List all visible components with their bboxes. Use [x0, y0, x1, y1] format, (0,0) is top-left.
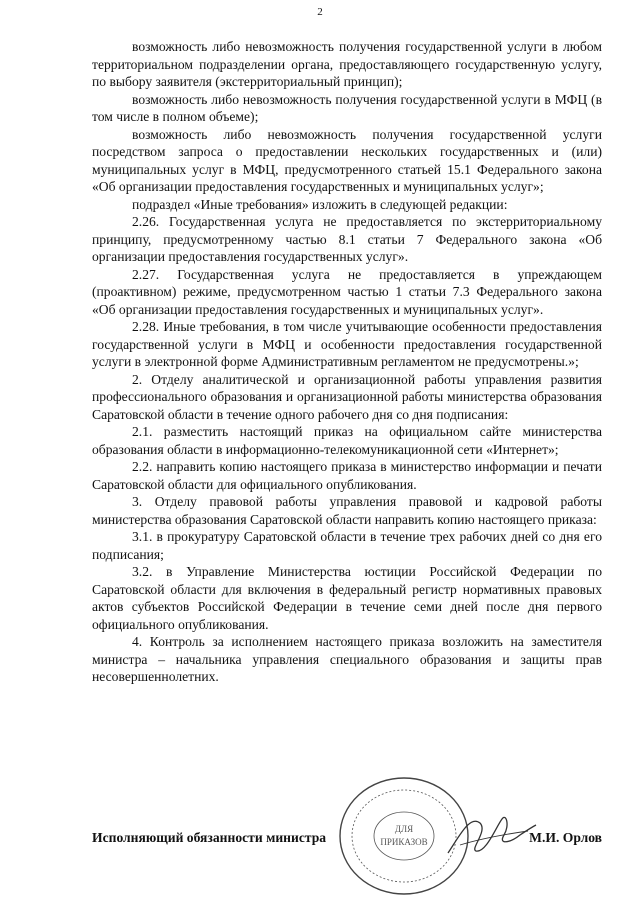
paragraph: 3.1. в прокуратуру Саратовской области в течение трех рабочих дней со дня его подписания;	[92, 529, 602, 562]
page-number: 2	[317, 6, 323, 18]
document-body	[92, 38, 602, 686]
paragraph: 2.28. Иные требования, в том числе учитывающие особенности предоставления государственной услуги в МФЦ и особенности предоставления государственной услуги в электронной форме Административным регламентом не предусмотрены.»;	[92, 319, 602, 369]
paragraph: 2.26. Государственная услуга не предоставляется по экстерриториальному принципу, предусмотренному частью 8.1 статьи 7 Федерального закона «Об организации предоставления государственных услуг».	[92, 214, 602, 264]
paragraph: возможность либо невозможность получения государственной услуги в МФЦ (в том числе в полном объеме);	[92, 91, 602, 124]
seal-text: ДЛЯ	[394, 824, 414, 834]
paragraph: 2.27. Государственная услуга не предоставляется в упреждающем (проактивном) режиме, предусмотренном частью 1 статьи 7.3 Федерального закона «Об организации предоставления государственных и муниципальных услуг».	[92, 266, 602, 317]
paragraph: возможность либо невозможность получения государственной услуги в любом территориальном подразделении органа, предоставляющего государственную услугу, по выбору заявителя (экстерриториальный принцип);	[92, 39, 602, 89]
signer-position: Исполняющий обязанности министра	[92, 830, 327, 845]
paragraph: 2. Отделу аналитической и организационной работы управления развития профессионального образования и организационной работы министерства образования Саратовской области в течение одного рабочего дня со дня подписания:	[92, 371, 602, 422]
paragraph: 2.2. направить копию настоящего приказа в министерство информации и печати Саратовской области для официального опубликования.	[92, 459, 602, 492]
paragraph: 2.1. разместить настоящий приказ на официальном сайте министерства образования области в информационно-телекомуникационной сети «Интернет»;	[92, 424, 602, 457]
paragraph: подраздел «Иные требования» изложить в следующей редакции:	[132, 196, 508, 212]
paragraph: 3.2. в Управление Министерства юстиции Российской Федерации по Саратовской области для включения в федеральный регистр нормативных правовых актов субъектов Российской Федерации в течение семи дней после дня первого официального опубликования.	[92, 564, 602, 632]
paragraph: возможность либо невозможность получения государственной услуги посредством запроса о предоставлении нескольких государственных и (или) муниципальных услуг в МФЦ, предусмотренного статьей 15.1 Федерального закона «Об организации предоставления государственных и муниципальных услуг»;	[92, 126, 602, 194]
seal-text: ПРИКАЗОВ	[380, 837, 428, 847]
handwritten-signature	[440, 805, 540, 865]
signer-name: М.И. Орлов	[529, 830, 602, 845]
paragraph: 3. Отделу правовой работы управления правовой и кадровой работы министерства образования Саратовской области направить копию настоящего приказа:	[92, 494, 602, 527]
paragraph: 4. Контроль за исполнением настоящего приказа возложить на заместителя министра – начальника управления специального образования и защиты прав несовершеннолетних.	[92, 634, 602, 684]
